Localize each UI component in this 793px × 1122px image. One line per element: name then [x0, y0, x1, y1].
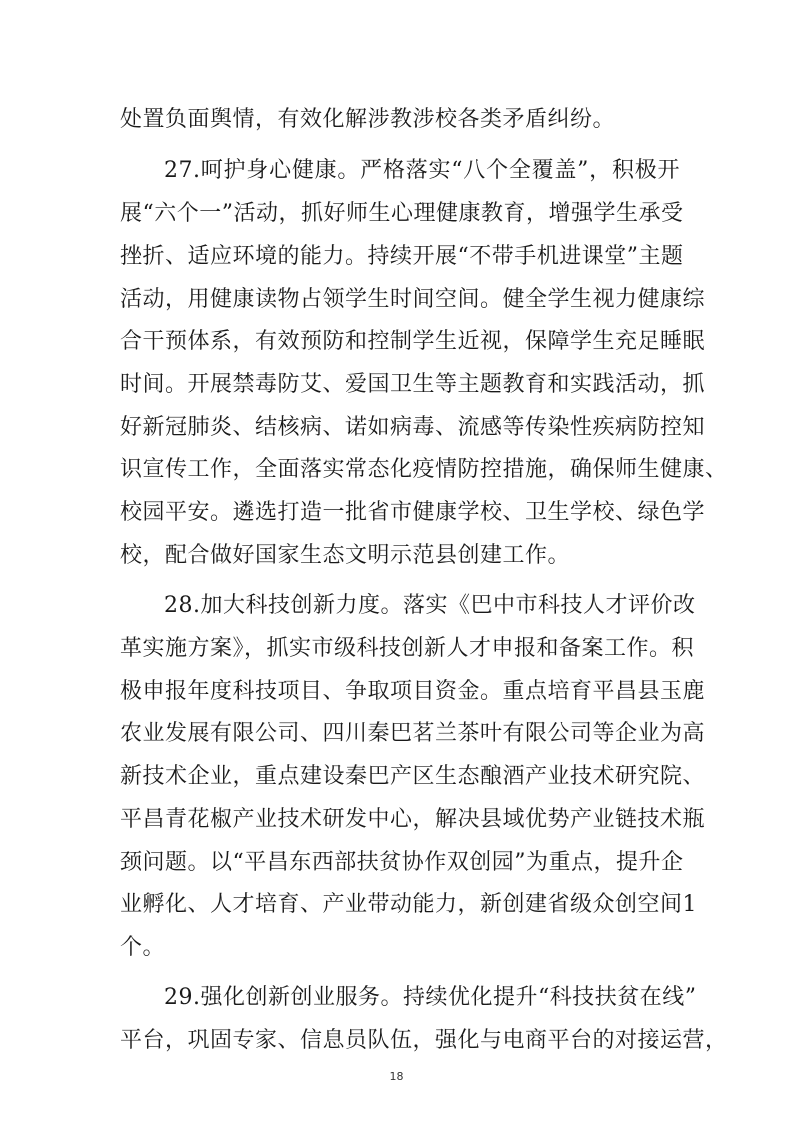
section-28-heading-line: 28.加大科技创新力度。落实《巴中市科技人才评价改 — [164, 593, 696, 618]
body-text-line: 业孵化、人才培育、产业带动能力，新创建省级众创空间1 — [120, 892, 697, 917]
body-text-line: 校，配合做好国家生态文明示范县创建工作。 — [120, 543, 571, 568]
body-text-line: 个。 — [120, 935, 166, 960]
body-text-line: 新技术企业，重点建设秦巴产区生态酿酒产业技术研究院、 — [120, 764, 706, 789]
body-text-line: 颈问题。以“平昌东西部扶贫协作双创园”为重点，提升企 — [120, 850, 684, 875]
body-text-line: 好新冠肺炎、结核病、诺如病毒、流感等传染性疾病防控知 — [120, 415, 706, 440]
body-text-line: 校园平安。遴选打造一批省市健康学校、卫生学校、绿色学 — [120, 500, 706, 525]
body-text-line: 极申报年度科技项目、争取项目资金。重点培育平昌县玉鹿 — [120, 679, 706, 704]
page-number: 18 — [389, 1070, 404, 1083]
body-text-line: 时间。开展禁毒防艾、爱国卫生等主题教育和实践活动，抓 — [120, 372, 706, 397]
body-text-line: 处置负面舆情，有效化解涉教涉校各类矛盾纠纷。 — [120, 107, 616, 132]
body-text-line: 革实施方案》，抓实市级科技创新人才申报和备案工作。积 — [120, 636, 695, 661]
section-27-heading-line: 27.呵护身心健康。严格落实“八个全覆盖”，积极开 — [164, 158, 680, 183]
body-text-line: 挫折、适应环境的能力。持续开展“不带手机进课堂”主题 — [120, 244, 684, 269]
body-text-line: 识宣传工作，全面落实常态化疫情防控措施，确保师生健康、 — [120, 457, 728, 482]
body-text-line: 平台，巩固专家、信息员队伍，强化与电商平台的对接运营， — [120, 1028, 728, 1053]
section-29-heading-line: 29.强化创新创业服务。持续优化提升“科技扶贫在线” — [164, 985, 697, 1010]
body-text-line: 活动，用健康读物占领学生时间空间。健全学生视力健康综 — [120, 287, 706, 312]
body-text-line: 展“六个一”活动，抓好师生心理健康教育，增强学生承受 — [120, 201, 684, 226]
body-text-line: 农业发展有限公司、四川秦巴茗兰茶叶有限公司等企业为高 — [120, 721, 706, 746]
body-text-line: 合干预体系，有效预防和控制学生近视，保障学生充足睡眠 — [120, 329, 706, 354]
body-text-line: 平昌青花椒产业技术研发中心，解决县域优势产业链技术瓶 — [120, 807, 706, 832]
